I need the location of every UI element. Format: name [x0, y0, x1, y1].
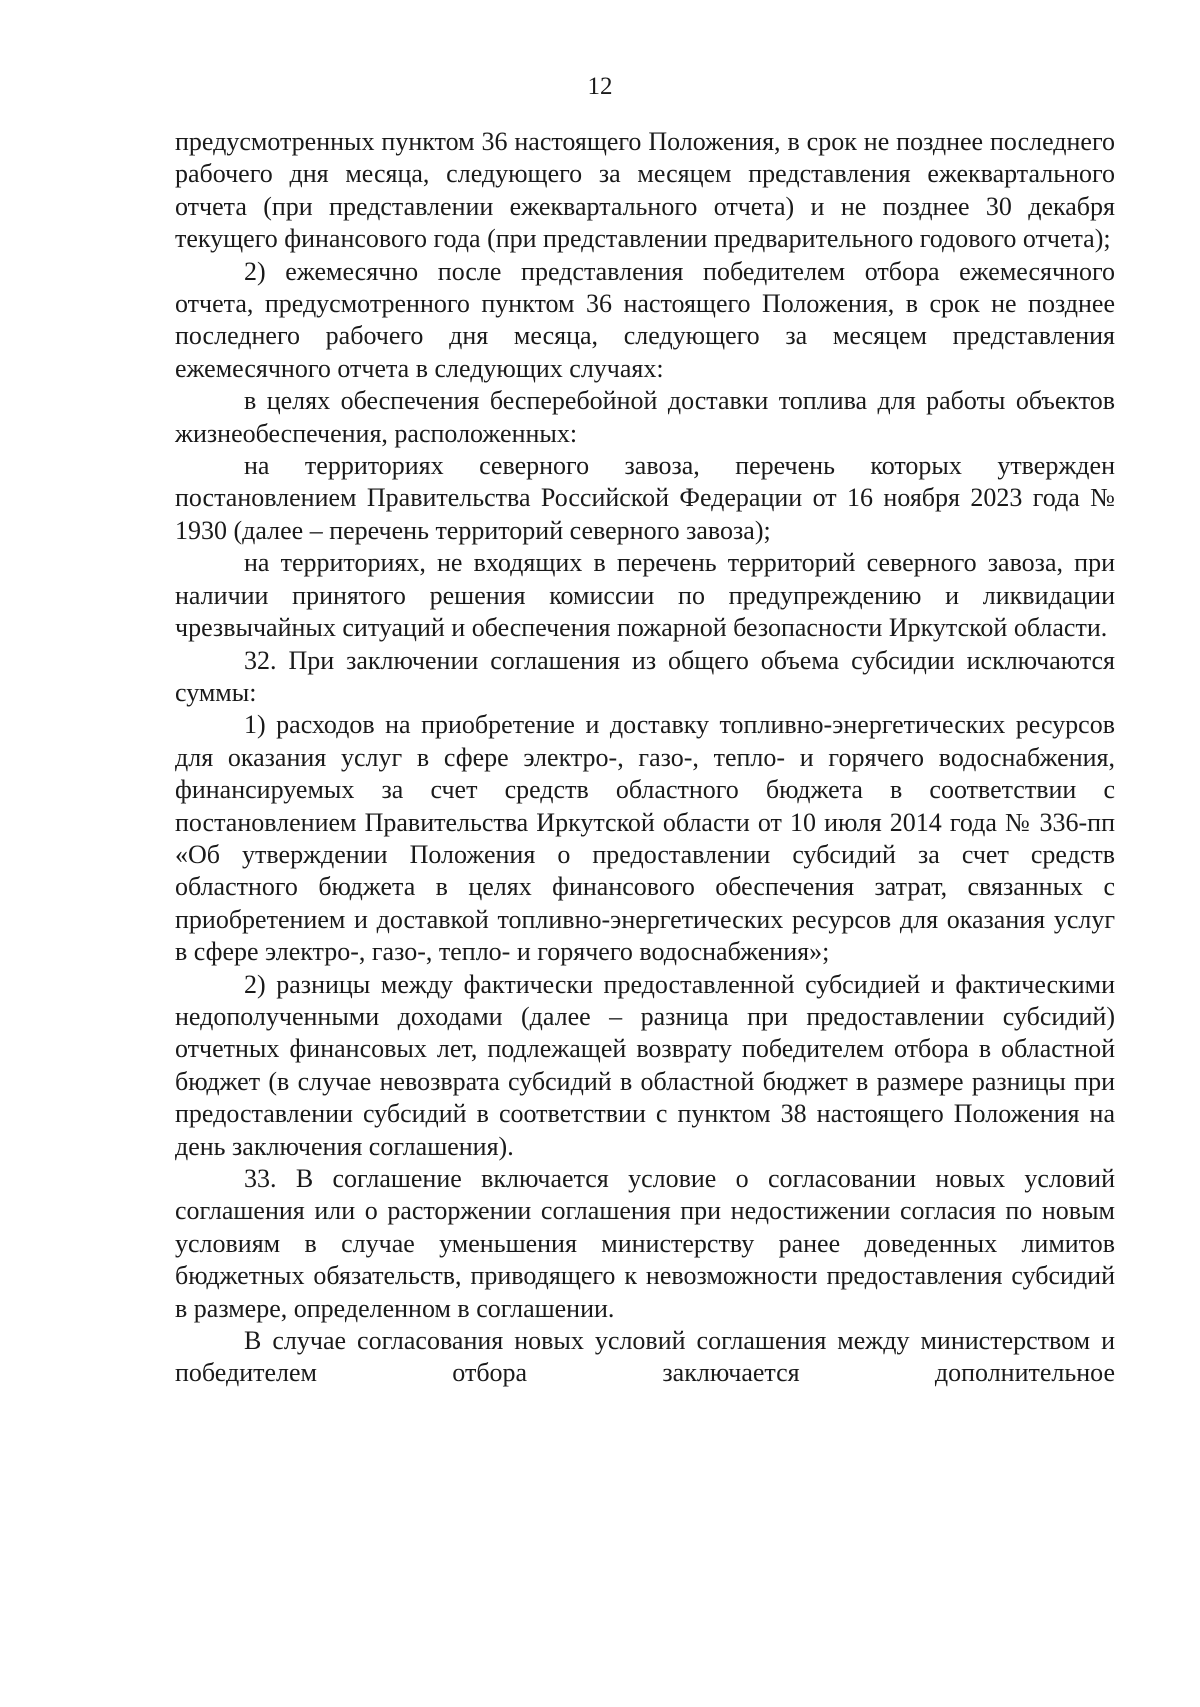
paragraph-fuel-delivery: в целях обеспечения бесперебойной доставки топлива для работы объектов жизнеобеспечения, расположенных: — [175, 386, 1115, 448]
paragraph-northern-territories: на территориях северного завоза, перечень которых утвержден постановлением Правительства Российской Федерации от 16 ноября 2023 года № 1930 (далее – перечень территорий северного завоза); — [175, 451, 1115, 545]
document-body — [175, 126, 1115, 1390]
paragraph-clause-32-item-2: 2) разницы между фактически предоставленной субсидией и фактическими недополученными доходами (далее – разница при предоставлении субсидий) отчетных финансовых лет, подлежащей возврату победителем отбора в областной бюджет (в случае невозврата субсидий в областной бюджет в размере разницы при предоставлении субсидий в соответствии с пунктом 38 настоящего Положения на день заключения соглашения). — [175, 969, 1115, 1161]
paragraph-clause-32: 32. При заключении соглашения из общего объема субсидии исключаются суммы: — [175, 645, 1115, 707]
paragraph-continuation: предусмотренных пунктом 36 настоящего Положения, в срок не позднее последнего рабочего дня месяца, следующего за месяцем представления ежеквартального отчета (при представлении ежеквартального отчета) и не позднее 30 декабря текущего финансового года (при представлении предварительного годового отчета); — [175, 127, 1115, 254]
paragraph-other-territories: на территориях, не входящих в перечень территорий северного завоза, при наличии принятого решения комиссии по предупреждению и ликвидации чрезвычайных ситуаций и обеспечения пожарной безопасности Иркутской области. — [175, 548, 1115, 643]
paragraph-clause-32-item-1: 1) расходов на приобретение и доставку топливно-энергетических ресурсов для оказания услуг в сфере электро-, газо-, тепло- и горячего водоснабжения, финансируемых за счет средств областного бюджета в соответствии с постановлением Правительства Иркутской области от 10 июля 2014 года № 336-пп «Об утверждении Положения о предоставлении субсидий за счет средств областного бюджета в целях финансового обеспечения затрат, связанных с приобретением и доставкой топливно-энергетических ресурсов для оказания услуг в сфере электро-, газо-, тепло- и горячего водоснабжения»; — [175, 710, 1115, 967]
paragraph-item-2-monthly: 2) ежемесячно после представления победителем отбора ежемесячного отчета, предусмотренного пунктом 36 настоящего Положения, в срок не позднее последнего рабочего дня месяца, следующего за месяцем представления ежемесячного отчета в следующих случаях: — [175, 256, 1115, 383]
page-number: 12 — [587, 73, 613, 100]
paragraph-new-conditions: В случае согласования новых условий соглашения между министерством и победителем отбора заключается дополнительное — [175, 1326, 1115, 1388]
paragraph-clause-33: 33. В соглашение включается условие о согласовании новых условий соглашения или о расторжении соглашения при недостижении согласия по новым условиям в случае уменьшения министерству ранее доведенных лимитов бюджетных обязательств, приводящего к невозможности предоставления субсидий в размере, определенном в соглашении. — [175, 1164, 1115, 1323]
